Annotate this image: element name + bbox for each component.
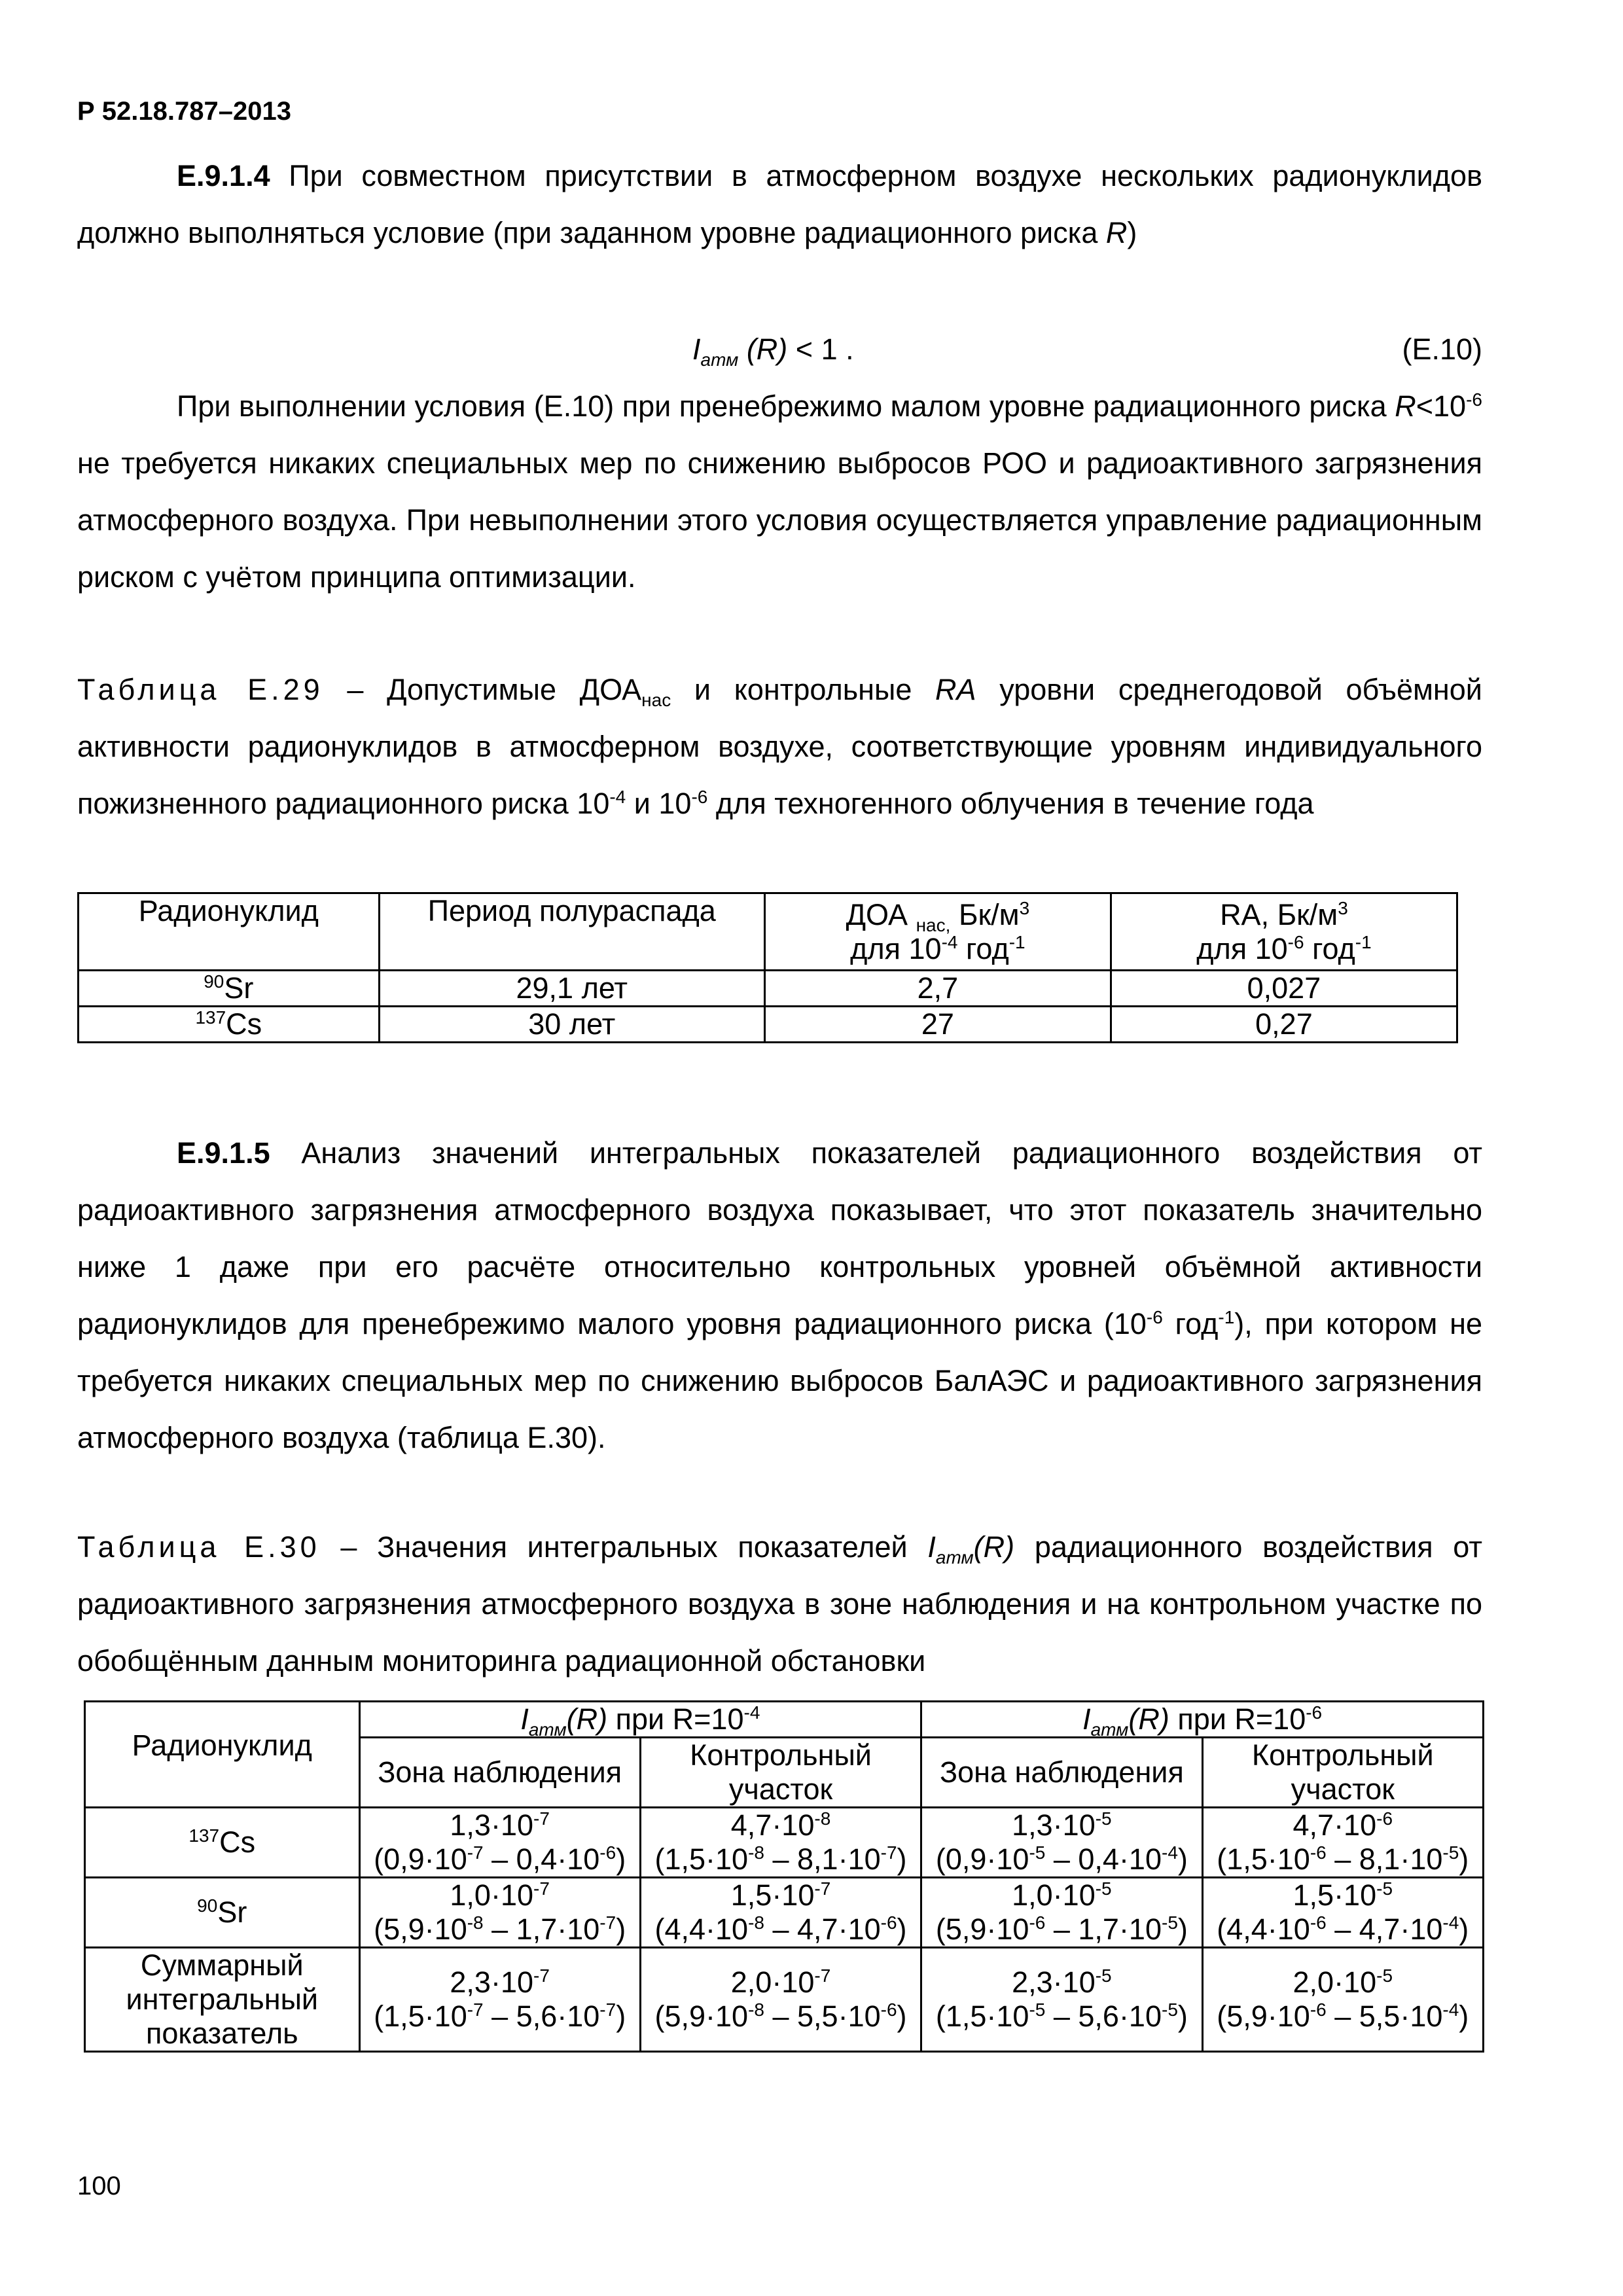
value-cell: $1,0\cdot 10^{-5}$ $(5,9\cdot 10^{-6} - 1,7\cdot 10^{-5})$ — [921, 1878, 1202, 1948]
caption-i-arg: (R) — [973, 1530, 1015, 1564]
doa-unit-exp: 3 — [1019, 897, 1030, 918]
condition-text-2: не требуется никаких специальных мер по снижению выбросов РОО и радиоактивного загрязнения атмосферного воздуха. При невыполнении этого условия осуществляется управление радиационным риском с учётом принципа оптимизации. — [77, 446, 1482, 594]
section-text-1: Анализ значений интегральных показателей радиационного воздействия от радиоактивного загрязнения атмосферного воздуха показывает, что этот показатель значительно ниже 1 даже при его расчёте относительно контрольных уровней объёмной активности радионуклидов для пренебрежимо малого уровня радиационного риска (10 — [77, 1136, 1482, 1340]
risk-threshold: <10 — [1416, 389, 1467, 423]
element-symbol: Cs — [226, 1007, 262, 1041]
half-life-cell: 30 лет — [379, 1007, 764, 1043]
doa-cell: 2,7 — [764, 971, 1111, 1007]
section-e914-paragraph — [77, 147, 1482, 261]
mass-number: 137 — [195, 1007, 226, 1028]
mass-number: 90 — [204, 971, 224, 992]
caption-text-4: для техногенного облучения в течение года — [715, 787, 1314, 820]
equation-rhs: < 1 . — [795, 332, 854, 366]
equation-expression — [692, 321, 854, 378]
nuclide-cell — [85, 1808, 360, 1878]
group-rest: при R=10 — [615, 1702, 744, 1736]
header-group-r6 — [921, 1702, 1484, 1738]
equation-arg: (R) — [746, 332, 788, 366]
header-control: Контрольный участок — [1202, 1738, 1483, 1808]
nuclide-cell — [79, 971, 380, 1007]
doa-year: год — [966, 931, 1009, 965]
caption-i: I — [927, 1530, 936, 1564]
closing-paren: ) — [1127, 216, 1137, 249]
element-symbol: Sr — [224, 971, 254, 1005]
table-row — [79, 1007, 1457, 1043]
section-text-2: ), при котором не требуется никаких специальных мер по снижению выбросов БалАЭС и радиоактивного загрязнения атмосферного воздуха (таблица Е.30). — [77, 1307, 1483, 1454]
value-cell: $2,3\cdot 10^{-7}$ $(1,5\cdot 10^{-7} - 5,6\cdot 10^{-7})$ — [359, 1948, 640, 2052]
table-row — [79, 971, 1457, 1007]
table-row — [85, 1878, 1484, 1948]
risk-exponent: -6 — [1466, 389, 1482, 410]
doa-subscript: нас, — [916, 914, 951, 935]
ra-year-exp: -1 — [1355, 931, 1372, 952]
equation-number: (Е.10) — [1402, 332, 1482, 366]
condition-paragraph — [77, 378, 1482, 605]
nuclide-cell — [85, 1878, 360, 1948]
table-row — [85, 1808, 1484, 1878]
caption-and: и 10 — [633, 787, 692, 820]
caption-text-2: радиационного воздействия от радиоактивного загрязнения атмосферного воздуха в зоне наблюдения и на контрольном участке по обобщённым данным мониторинга радиационной обстановки — [77, 1530, 1482, 1677]
header-group-r4 — [359, 1702, 921, 1738]
value-cell: $4,7\cdot 10^{-6}$ $(1,5\cdot 10^{-6} - 8,1\cdot 10^{-5})$ — [1202, 1808, 1483, 1878]
value-cell: $1,5\cdot 10^{-7}$ $(4,4\cdot 10^{-8} - 4,7\cdot 10^{-6})$ — [640, 1878, 921, 1948]
doa-unit: Бк/м — [958, 897, 1020, 931]
table-header-row — [85, 1702, 1484, 1738]
header-nuclide: Радионуклид — [85, 1702, 360, 1808]
element-symbol: Sr — [217, 1895, 247, 1929]
caption-exponent-2: -6 — [691, 787, 708, 807]
group-i: I — [520, 1702, 529, 1736]
header-half-life: Период полураспада — [379, 893, 764, 971]
group-i: I — [1082, 1702, 1091, 1736]
ra-line2-exp: -6 — [1287, 931, 1304, 952]
group-i-arg: (R) — [566, 1702, 608, 1736]
table-e29-caption — [77, 661, 1482, 832]
risk-symbol: R — [1105, 216, 1128, 249]
equation-e10 — [77, 321, 1482, 378]
group-i-sub: атм — [1090, 1719, 1129, 1740]
value-cell: $2,0\cdot 10^{-5}$ $(5,9\cdot 10^{-6} - 5,5\cdot 10^{-4})$ — [1202, 1948, 1483, 2052]
total-label-cell: Суммарный интегральный показатель — [85, 1948, 360, 2052]
group-exp: -6 — [1306, 1702, 1323, 1723]
caption-label: Таблица Е.30 — [77, 1530, 321, 1564]
doa-line2-exp: -4 — [941, 931, 958, 952]
caption-label: Таблица Е.29 — [77, 673, 324, 706]
value-cell: $1,0\cdot 10^{-7}$ $(5,9\cdot 10^{-8} - 1,7\cdot 10^{-7})$ — [359, 1878, 640, 1948]
doa-line2: для 10 — [850, 931, 942, 965]
group-exp: -4 — [743, 1702, 760, 1723]
ra-line2: для 10 — [1196, 931, 1288, 965]
equation-lhs: I — [692, 332, 701, 366]
section-e915-paragraph — [77, 1124, 1482, 1466]
mass-number: 137 — [188, 1825, 220, 1846]
ra-year: год — [1312, 931, 1355, 965]
value-cell: $1,3\cdot 10^{-7}$ $(0,9\cdot 10^{-7} - 0,4\cdot 10^{-6})$ — [359, 1808, 640, 1878]
page-number: 100 — [77, 2172, 121, 2200]
half-life-cell: 29,1 лет — [379, 971, 764, 1007]
caption-dash: – — [347, 673, 364, 706]
condition-text-1: При выполнении условия (Е.10) при пренебрежимо малом уровне радиационного риска — [177, 389, 1387, 423]
caption-ra: RA — [935, 673, 976, 706]
table-e29 — [77, 892, 1458, 1043]
header-doa — [764, 893, 1111, 971]
caption-text-3: уровни среднегодовой объёмной активности радионуклидов в атмосферном воздухе, соответствующие уровням индивидуального пожизненного радиационного риска 10 — [77, 673, 1482, 820]
element-symbol: Cs — [219, 1825, 256, 1859]
header-ra — [1111, 893, 1457, 971]
caption-text-1: – Значения интегральных показателей — [340, 1530, 908, 1564]
doa-cell: 27 — [764, 1007, 1111, 1043]
ra-label: RA, Бк/м — [1220, 897, 1338, 931]
section-text: При совместном присутствии в атмосферном воздухе нескольких радионуклидов должно выполняться условие (при заданном уровне радиационного риска — [77, 159, 1482, 249]
section-year: год — [1175, 1307, 1219, 1340]
equation-lhs-subscript: атм — [700, 350, 739, 370]
table-e30-caption — [77, 1518, 1482, 1689]
caption-subscript: нас — [641, 690, 671, 710]
group-i-sub: атм — [528, 1719, 567, 1740]
table-header-row — [79, 893, 1457, 971]
doa-year-exp: -1 — [1008, 931, 1026, 952]
risk-symbol: R — [1395, 389, 1416, 423]
value-cell: $1,5\cdot 10^{-5}$ $(4,4\cdot 10^{-6} - 4,7\cdot 10^{-4})$ — [1202, 1878, 1483, 1948]
group-rest: при R=10 — [1177, 1702, 1306, 1736]
header-zone: Зона наблюдения — [359, 1738, 640, 1808]
table-row — [85, 1948, 1484, 2052]
section-exponent-1: -6 — [1146, 1307, 1163, 1327]
value-cell: $2,0\cdot 10^{-7}$ $(5,9\cdot 10^{-8} - 5,5\cdot 10^{-6})$ — [640, 1948, 921, 2052]
section-number: Е.9.1.5 — [177, 1136, 270, 1170]
value-cell: $4,7\cdot 10^{-8}$ $(1,5\cdot 10^{-8} - 8,1\cdot 10^{-7})$ — [640, 1808, 921, 1878]
value-cell: $1,3\cdot 10^{-5}$ $(0,9\cdot 10^{-5} - 0,4\cdot 10^{-4})$ — [921, 1808, 1202, 1878]
ra-cell: 0,027 — [1111, 971, 1457, 1007]
caption-i-subscript: атм — [935, 1547, 974, 1568]
header-control: Контрольный участок — [640, 1738, 921, 1808]
caption-exponent-1: -4 — [609, 787, 626, 807]
section-exponent-2: -1 — [1218, 1307, 1235, 1327]
ra-unit-exp: 3 — [1338, 897, 1348, 918]
caption-text-1: Допустимые ДОА — [387, 673, 642, 706]
doa-label: ДОА — [846, 897, 908, 931]
value-cell: $2,3\cdot 10^{-5}$ $(1,5\cdot 10^{-5} - 5,6\cdot 10^{-5})$ — [921, 1948, 1202, 2052]
header-zone: Зона наблюдения — [921, 1738, 1202, 1808]
caption-text-2: и контрольные — [694, 673, 912, 706]
mass-number: 90 — [197, 1895, 218, 1916]
ra-cell: 0,27 — [1111, 1007, 1457, 1043]
document-code: Р 52.18.787–2013 — [77, 97, 291, 126]
group-i-arg: (R) — [1128, 1702, 1169, 1736]
section-number: Е.9.1.4 — [177, 159, 270, 192]
nuclide-cell — [79, 1007, 380, 1043]
table-e30 — [84, 1700, 1484, 2053]
header-nuclide: Радионуклид — [79, 893, 380, 971]
